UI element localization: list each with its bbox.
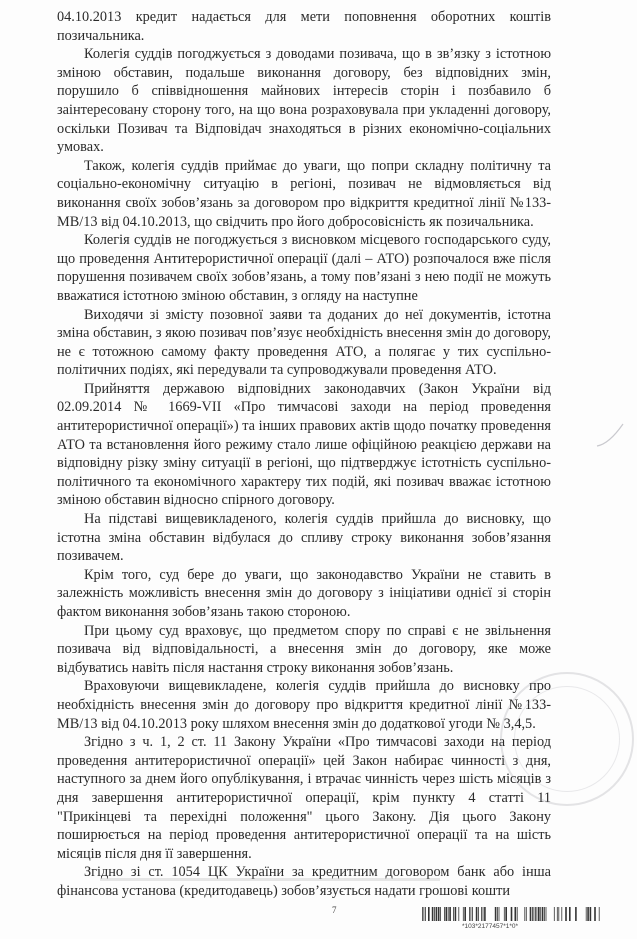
barcode-bar xyxy=(586,907,587,921)
barcode-bar xyxy=(469,907,470,921)
barcode xyxy=(422,907,600,921)
barcode-bar xyxy=(483,907,484,921)
barcode-bar xyxy=(499,907,500,921)
document-body xyxy=(57,8,551,901)
barcode-bar xyxy=(497,907,498,921)
barcode-bar xyxy=(517,907,518,921)
barcode-bar xyxy=(476,907,478,921)
barcode-bar xyxy=(478,907,479,921)
barcode-bar xyxy=(511,907,513,921)
barcode-bar xyxy=(449,907,451,921)
barcode-bar xyxy=(440,907,441,921)
barcode-bar xyxy=(495,907,497,921)
barcode-bar xyxy=(444,907,445,921)
barcode-bar xyxy=(524,907,525,921)
barcode-bar xyxy=(534,907,535,921)
barcode-bar xyxy=(448,907,449,921)
paragraph-8: Крім того, суд бере до уваги, що законодавство України не ставить в залежність можливість внесення змін до договору з ініціативи однієї зі сторін фактом виконання зобов’язань такою стороною. xyxy=(57,566,551,620)
barcode-bar xyxy=(554,907,555,921)
barcode-bar xyxy=(464,907,466,921)
barcode-bar xyxy=(542,907,544,921)
paragraph-3: Також, колегія суддів приймає до уваги, що попри складну політичну та соціально-економічну ситуацію в регіоні, позивач не відмовляється від виконання своїх зобов’язань за договором про відкриття кредитної лінії №133-МВ/13 від 04.10.2013, що свідчить про його добросовісність як позичальника. xyxy=(57,157,551,230)
barcode-bar xyxy=(438,907,440,921)
barcode-bar xyxy=(537,907,538,921)
barcode-bar xyxy=(471,907,472,921)
paragraph-9: При цьому суд враховує, що предметом спору по справі є не звільнення позивача від відповідальності, а внесення змін до договору, яке може відбуватись навіть після настання строку виконання зобов’язань. xyxy=(57,622,551,676)
paragraph-2: Колегія суддів погоджується з доводами позивача, що в зв’язку з істотною зміною обставин, подальше виконання договору, без відповідних змін, порушило б співвідношення майнових інтересів сторін і позбавило б заінтересовану сторону того, на що вона розраховувала при укладенні договору, оскільки Позивач та Відповідач знаходяться в різних економічно-соціальних умовах. xyxy=(57,46,551,156)
barcode-bar xyxy=(484,907,486,921)
barcode-bar xyxy=(544,907,545,921)
barcode-bar xyxy=(446,907,448,921)
barcode-text: *103*2177457*1*0* xyxy=(462,923,519,930)
barcode-bar xyxy=(575,907,577,921)
bleed-through-text xyxy=(100,878,440,881)
check-mark-icon xyxy=(595,420,625,450)
barcode-bar xyxy=(599,907,600,921)
barcode-bar xyxy=(504,907,505,921)
barcode-bar xyxy=(472,907,473,921)
barcode-bar xyxy=(587,907,589,921)
barcode-bar xyxy=(455,907,457,921)
barcode-bar xyxy=(425,907,426,921)
barcode-bar xyxy=(424,907,425,921)
paragraph-11: Згідно з ч. 1, 2 ст. 11 Закону України «Про тимчасові заходи на період проведення антитерористичної операції» цей Закон набирає чинності з дня, наступного за днем його опублікування, і втрачає чинність через шість місяців з дня завершення антитерористичної операції, крім пункту 4 статті 11 "Прикінцеві та перехідні положення" цього Закону. Дія цього Закону поширюється на період проведення антитерористичної операції та на шість місяців після дня її завершення. xyxy=(57,734,551,862)
barcode-bar xyxy=(538,907,540,921)
paragraph-4: Колегія суддів не погоджується з висновком місцевого господарського суду, що проведення Антитерористичної операції (далі – АТО) розпочалося вже після порушення позивачем своїх зобов’язань, а тому пов’язані з нею події не можуть вважатися істотною зміною обставин, з огляду на наступне xyxy=(57,232,551,304)
barcode-bar xyxy=(453,907,454,921)
paragraph-12: Згідно зі ст. 1054 ЦК України за кредитним договором банк або інша фінансова установа (кредитодавець) зобов’язується надати грошові кошти xyxy=(57,864,551,899)
barcode-bar xyxy=(557,907,558,921)
barcode-bar xyxy=(569,907,571,921)
paragraph-6: Прийняття державою відповідних законодавчих (Закон України від 02.09.2014 № 1669-VII «Про тимчасові заходи на період проведення антитерористичної операції») та інших правових актів щодо початку проведення АТО та встановлення його режиму стало лише офіційною реакцією держави на відповідну різку зміну ситуації в регіоні, що підтверджує істотність суспільно-політичного та економічного характеру тих подій, які позивач вважає істотною зміною обставин відносно спірного договору. xyxy=(57,380,551,509)
barcode-bar xyxy=(540,907,541,921)
barcode-bar xyxy=(561,907,562,921)
barcode-bar xyxy=(532,907,533,921)
barcode-bar xyxy=(436,907,438,921)
paragraph-5: Виходячи зі змісту позовної заяви та доданих до неї документів, істотна зміна обставин, з якою позивач пов’язує необхідність внесення змін до договору, не є тотожною самому факту проведення АТО, а полягає у тих суспільно-політичних подіях, які передували та супроводжували проведення АТО. xyxy=(57,306,551,379)
barcode-bar xyxy=(428,907,430,921)
barcode-bar xyxy=(530,907,532,921)
barcode-bar xyxy=(505,907,507,921)
paragraph-10: Враховуючи вищевикладене, колегія суддів прийшла до висновку про необхідність внесення змін до договору про відкриття кредитної лінії №133-МВ/13 від 04.10.2013 року шляхом внесення змін до додаткової угоди № 3,4,5. xyxy=(57,678,551,732)
barcode-bar xyxy=(565,907,567,921)
barcode-bar xyxy=(481,907,482,921)
barcode-bar xyxy=(515,907,517,921)
barcode-bar xyxy=(546,907,547,921)
paragraph-7: На підставі вищевикладеного, колегія суддів прийшла до висновку, що істотна зміна обставин відбулася до спливу строку виконання зобов’язання позивачем. xyxy=(57,511,551,565)
barcode-bar xyxy=(590,907,592,921)
barcode-bar xyxy=(526,907,527,921)
barcode-bar xyxy=(458,907,459,921)
page-footer xyxy=(57,905,617,939)
barcode-bar xyxy=(463,907,464,921)
page-number: 7 xyxy=(332,905,337,915)
barcode-bar xyxy=(535,907,536,921)
barcode-bar xyxy=(422,907,423,921)
paragraph-1: 04.10.2013 кредит надається для мети поповнення оборотних коштів позичальника. xyxy=(57,9,551,44)
barcode-bar xyxy=(434,907,435,921)
barcode-bar xyxy=(594,907,596,921)
barcode-bar xyxy=(558,907,559,921)
barcode-bar xyxy=(432,907,434,921)
